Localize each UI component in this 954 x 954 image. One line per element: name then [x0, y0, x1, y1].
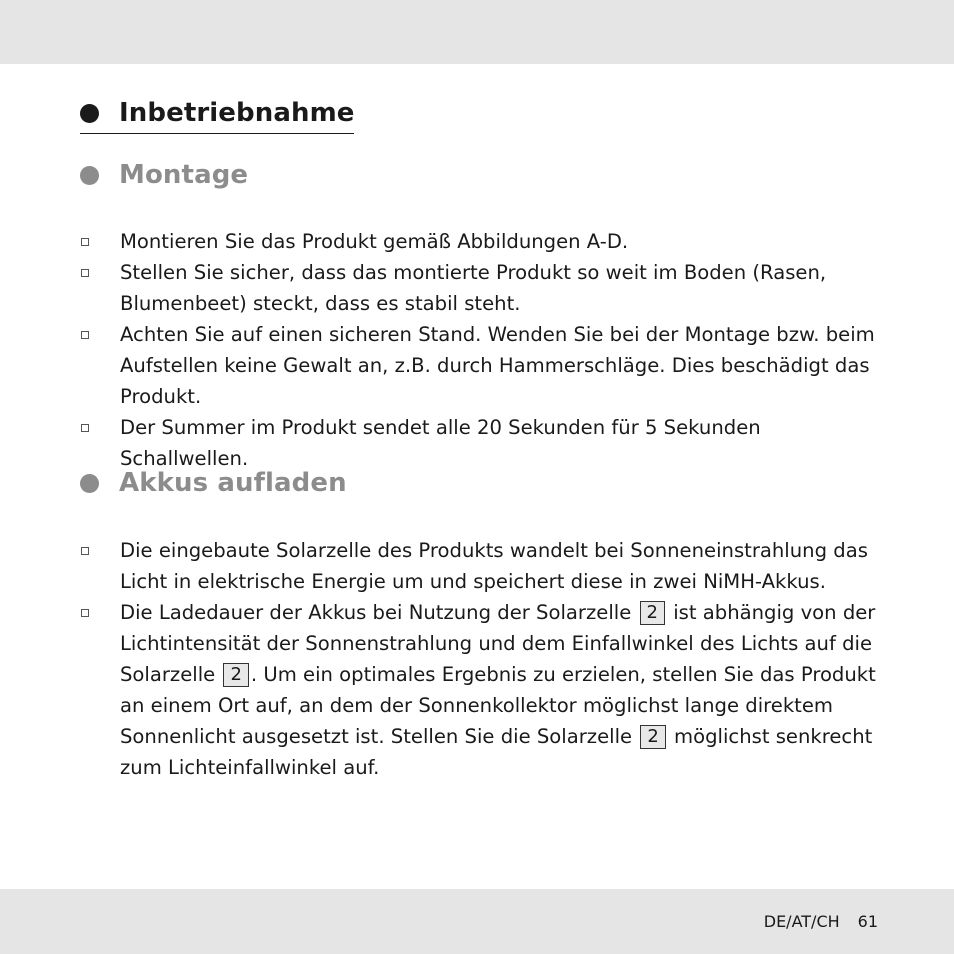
reference-number-box: 2	[640, 601, 665, 625]
section-underline	[80, 133, 354, 134]
list-item-text: Stellen Sie sicher, dass das montierte Produkt so weit im Boden (Rasen, Blumenbeet) steckt, dass es stabil steht.	[120, 261, 827, 315]
list-item	[80, 226, 880, 257]
list-item-text: Die Ladedauer der Akkus bei Nutzung der Solarzelle	[120, 601, 632, 624]
section-heading	[80, 98, 355, 128]
list-item-text: . Um ein optimales Ergebnis zu erzielen, stellen Sie das Produkt an einem Ort auf, an dem der Sonnenkollektor möglichst lange direktem Sonnenlicht ausgesetzt ist. Stellen Sie die Solarzelle	[120, 663, 876, 748]
reference-number-box: 2	[223, 663, 248, 687]
checkbox-bullet-icon	[81, 609, 89, 617]
montage-list	[80, 226, 880, 474]
list-item	[80, 412, 880, 474]
list-item-text: ist abhängig von der Lichtintensität der Sonnenstrahlung und dem Einfallwinkel des Lichts auf die Solarzelle	[120, 601, 876, 686]
list-item	[80, 597, 880, 783]
list-item-text: möglichst senkrecht zum Lichteinfallwinkel auf.	[120, 725, 873, 779]
checkbox-bullet-icon	[81, 424, 89, 432]
list-item	[80, 535, 880, 597]
section-title: Inbetriebnahme	[119, 98, 355, 128]
bullet-dot-icon	[80, 474, 99, 493]
list-item-text: Der Summer im Produkt sendet alle 20 Sekunden für 5 Sekunden Schallwellen.	[120, 416, 761, 470]
list-item-text: Die eingebaute Solarzelle des Produkts wandelt bei Sonneneinstrahlung das Licht in elektrische Energie um und speichert diese in zwei NiMH-Akkus.	[120, 539, 868, 593]
page-number: 61	[857, 912, 878, 931]
montage-heading	[80, 160, 248, 190]
checkbox-bullet-icon	[81, 269, 89, 277]
locale-label: DE/AT/CH	[763, 912, 840, 931]
list-item	[80, 319, 880, 412]
list-item-text: Montieren Sie das Produkt gemäß Abbildungen A-D.	[120, 230, 629, 253]
page-footer	[764, 912, 878, 931]
bullet-dot-icon	[80, 104, 99, 123]
list-item	[80, 257, 880, 319]
header-band	[0, 0, 954, 64]
checkbox-bullet-icon	[81, 547, 89, 555]
list-item-text: Achten Sie auf einen sicheren Stand. Wenden Sie bei der Montage bzw. beim Aufstellen keine Gewalt an, z.B. durch Hammerschläge. Dies beschädigt das Produkt.	[120, 323, 875, 408]
checkbox-bullet-icon	[81, 238, 89, 246]
reference-number-box: 2	[640, 725, 665, 749]
checkbox-bullet-icon	[81, 331, 89, 339]
akkus-title: Akkus aufladen	[119, 468, 347, 498]
akkus-heading	[80, 468, 347, 498]
bullet-dot-icon	[80, 166, 99, 185]
montage-title: Montage	[119, 160, 249, 190]
akkus-list	[80, 535, 880, 783]
